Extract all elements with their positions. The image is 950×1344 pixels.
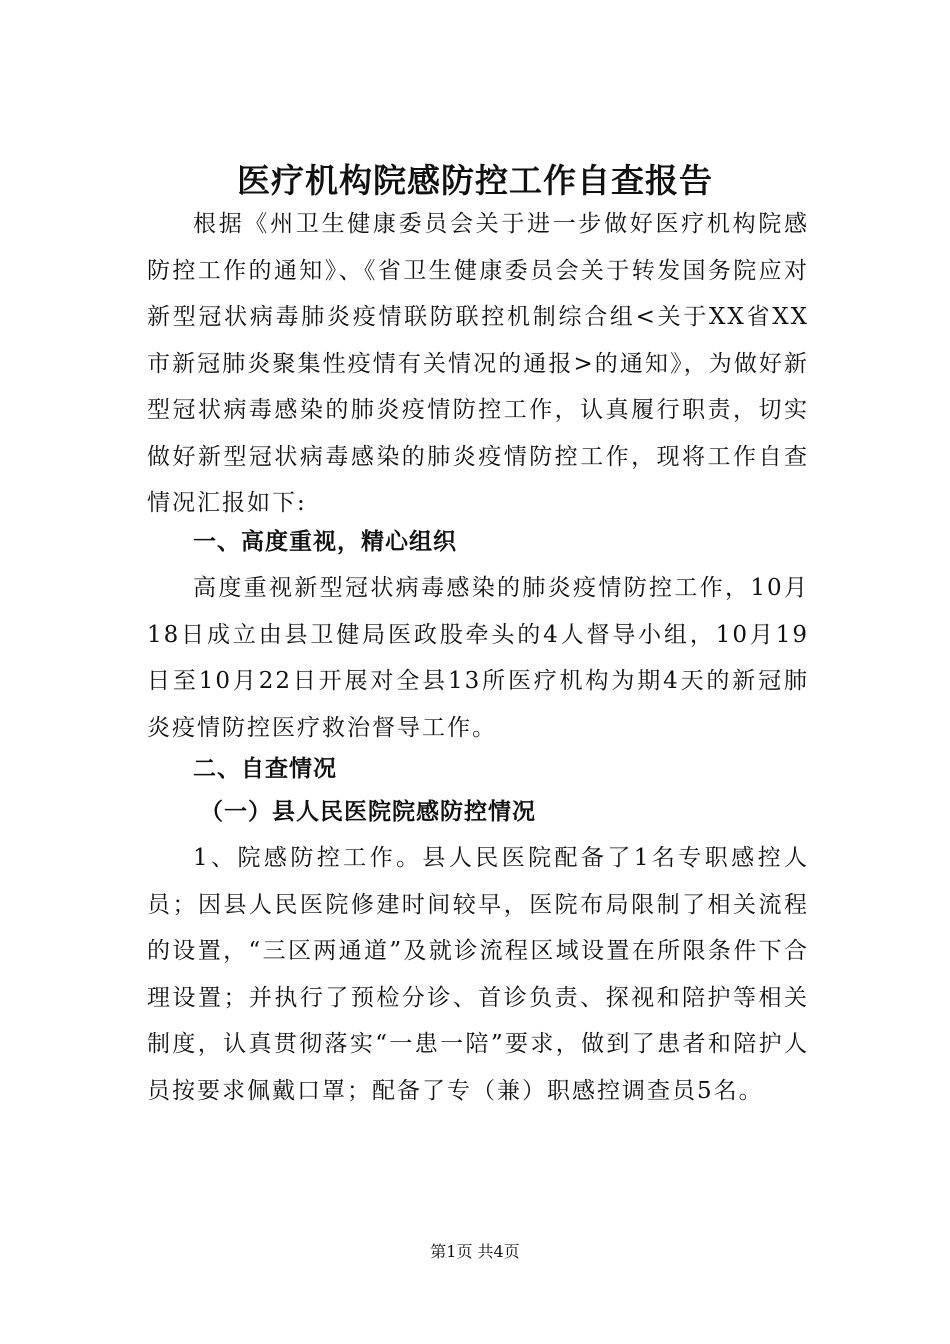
intro-paragraph: 根据《州卫生健康委员会关于进一步做好医疗机构院感防控工作的通知》、《省卫生健康委员会关于转发国务院应对新型冠状病毒肺炎疫情联防联控机制综合组<关于XX省XX市新冠肺炎聚集性疫情有关情况的通报>的通知》，为做好新型冠状病毒感染的肺炎疫情防控工作，认真履行职责，切实做好新型冠状病毒感染的肺炎疫情防控工作，现将工作自查情况汇报如下: <box>147 211 809 516</box>
document-title: 医疗机构院感防控工作自查报告 <box>237 161 713 201</box>
subsection-heading-1: （一）县人民医院院感防控情况 <box>200 799 536 825</box>
section-heading-2: 二、自查情况 <box>193 756 337 782</box>
subsection-1-paragraph: 1、院感防控工作。县人民医院配备了1名专职感控人员；因县人民医院修建时间较早，医院布局限制了相关流程的设置，“三区两通道”及就诊流程区域设置在所限条件下合理设置；并执行了预检分诊、首诊负责、探视和陪护等相关制度，认真贯彻落实“一患一陪”要求，做到了患者和陪护人员按要求佩戴口罩；配备了专（兼）职感控调查员5名。 <box>147 845 809 1104</box>
page-footer: 第1页 共4页 <box>430 1242 520 1261</box>
section-1-paragraph: 高度重视新型冠状病毒感染的肺炎疫情防控工作，10月18日成立由县卫健局医政股牵头的4人督导小组，10月19日至10月22日开展对全县13所医疗机构为期4天的新冠肺炎疫情防控医疗救治督导工作。 <box>147 575 809 741</box>
section-heading-1: 一、高度重视，精心组织 <box>193 529 457 555</box>
